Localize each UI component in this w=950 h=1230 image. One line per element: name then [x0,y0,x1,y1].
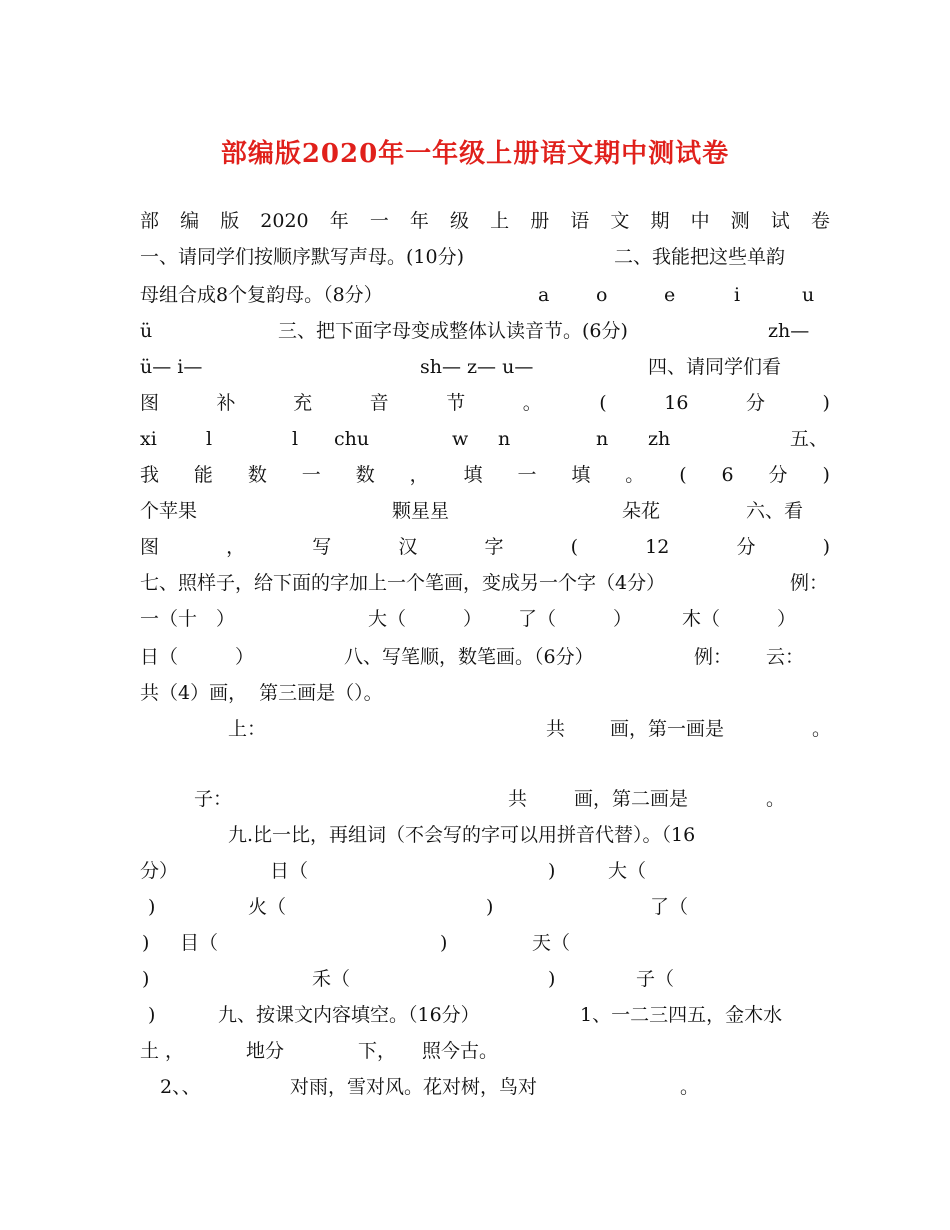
q9a-he-close: ) [548,968,556,990]
q8-example-text: 共（4）画， 第三画是（）。 [140,682,383,704]
q9a-tian-open: 天（ [532,932,571,954]
q6-char-1: ， [226,536,246,558]
q5-char-9: 。 [625,464,645,486]
vowel-o: o [596,284,608,306]
header-char-7: 级 [450,210,470,232]
q4-row [140,388,830,418]
q5-char-8: 填 [571,464,591,486]
question-2-start: 二、我能把这些单韵 [614,246,786,268]
q9a-le-open: 了（ [650,896,689,918]
question-4-start: 四、请同学们看 [648,356,782,378]
q9a-he-open: 禾（ [312,968,351,990]
q8-item-2-total: 共 [508,788,528,810]
q3-item-1: zh— [768,320,810,342]
header-char-16: 卷 [810,210,830,232]
q5-char-6: 填 [463,464,483,486]
q9b-line-1: 1、一二三四五，金木水 [580,1004,783,1026]
question-9a: 九.比一比，再组词（不会写的字可以用拼音代替）。（16 [228,824,696,846]
q7-item-2: 大（ ） [368,608,483,630]
q9b-line2-c: 下， [358,1040,397,1062]
header-row [140,206,830,236]
q4-char-5: 。 [522,392,542,414]
q6-char-3: 汉 [398,536,418,558]
q8-example-label: 例： [694,646,733,668]
q8-item-2-end: 。 [766,788,786,810]
q4-char-4: 节 [446,392,466,414]
q9b-line2-d: 照今古。 [422,1040,499,1062]
q7-item-4: 木（ ） [682,608,797,630]
header-char-13: 中 [690,210,710,232]
header-char-11: 文 [610,210,630,232]
q3-item-2: ü— i— [140,356,203,378]
q4-char-0: 图 [140,392,160,414]
q7-item-3: 了（ ） [518,608,633,630]
q6-char-8: ) [822,536,830,558]
q9a-ri-close: ) [548,860,556,882]
q4-char-7: 16 [664,392,689,414]
header-char-0: 部 [140,210,160,232]
question-9a-cont: 分） [140,860,179,882]
question-1: 一、请同学们按顺序默写声母。(10分) [140,246,465,268]
page-title: 部编版2020年一年级上册语文期中测试卷 [220,139,730,169]
q9b-line2-b: 地分 [246,1040,285,1062]
header-char-5: 一 [369,210,389,232]
q5-row [140,460,830,490]
q5-char-1: 能 [193,464,213,486]
header-char-10: 语 [570,210,590,232]
header-char-3: 2020 [260,210,309,232]
q5-item-star: 颗星星 [392,500,450,522]
syllable-w: w [452,428,469,450]
q4-char-1: 补 [216,392,236,414]
q9a-huo-close: ) [486,896,494,918]
q9a-huo-open: 火（ [248,896,287,918]
q9a-le-close: ) [142,932,150,954]
syllable-xi: xi [140,428,157,450]
q9a-tian-close: ) [142,968,150,990]
q6-char-6: 12 [645,536,670,558]
vowel-e: e [664,284,676,306]
vowel-u-umlaut: ü [140,320,153,342]
question-8: 八、写笔顺，数笔画。（6分） [344,646,594,668]
q8-item-1-rest: 画，第一画是 [610,718,725,740]
header-char-8: 上 [490,210,510,232]
q7-item-1: 一（十 ） [140,608,236,630]
q6-char-2: 写 [312,536,332,558]
header-char-1: 编 [180,210,200,232]
q5-char-5: ， [409,464,429,486]
q8-item-1-total: 共 [546,718,566,740]
q9a-zi-open: 子（ [636,968,675,990]
vowel-a: a [538,284,550,306]
q8-item-2-rest: 画，第二画是 [574,788,689,810]
q4-char-9: ) [822,392,830,414]
q4-char-8: 分 [745,392,765,414]
q4-char-3: 音 [369,392,389,414]
question-9b: 九、按课文内容填空。（16分） [218,1004,480,1026]
q9a-mu-close: ) [440,932,448,954]
question-3: 三、把下面字母变成整体认读音节。(6分) [278,320,628,342]
q5-char-7: 一 [517,464,537,486]
header-char-6: 年 [409,210,429,232]
q4-char-6: ( [599,392,607,414]
q9a-ri-open: 日（ [270,860,309,882]
header-char-9: 册 [530,210,550,232]
q6-char-5: ( [570,536,579,558]
q6-row [140,532,830,562]
q8-item-2-char: 子： [194,788,233,810]
q7-item-5: 日（ ） [140,646,255,668]
vowel-u: u [802,284,815,306]
q5-char-10: ( [679,464,687,486]
q6-char-7: 分 [736,536,756,558]
syllable-l2: l [292,428,299,450]
syllable-n2: n [596,428,609,450]
q9a-da-open: 大（ [608,860,647,882]
q5-char-3: 一 [301,464,321,486]
q9b-line3-b: 对雨，雪对风。花对树，鸟对 [290,1076,538,1098]
q4-char-2: 充 [293,392,313,414]
q5-item-apple: 个苹果 [140,500,198,522]
q5-char-4: 数 [355,464,375,486]
q9a-da-close: ) [148,896,156,918]
q5-char-13: ) [822,464,830,486]
header-char-14: 测 [730,210,750,232]
q5-char-0: 我 [140,464,160,486]
q9a-zi-close: ) [148,1004,156,1026]
question-7: 七、照样子，给下面的字加上一个笔画，变成另一个字（4分） [140,572,666,594]
q6-char-4: 字 [484,536,504,558]
vowel-i: i [734,284,741,306]
syllable-n1: n [498,428,511,450]
question-5-start: 五、 [790,428,829,450]
q9b-line2-a: 土 ， [140,1040,185,1062]
q3-item-3: sh— z— u— [420,356,534,378]
q6-char-0: 图 [140,536,160,558]
q8-item-1-char: 上： [228,718,267,740]
q5-item-flower: 朵花 [622,500,661,522]
header-char-2: 版 [220,210,240,232]
header-char-15: 试 [770,210,790,232]
q8-item-1-end: 。 [812,718,832,740]
syllable-chu: chu [334,428,370,450]
syllable-zh: zh [648,428,671,450]
q8-example-char: 云： [766,646,805,668]
question-2-cont: 母组合成8个复韵母。（8分） [140,284,383,306]
q7-example-label: 例： [790,572,829,594]
q5-char-11: 6 [721,464,734,486]
syllable-l1: l [206,428,213,450]
header-char-12: 期 [650,210,670,232]
q9a-mu-open: 目（ [180,932,219,954]
q9b-line3-c: 。 [680,1076,700,1098]
q9b-line3-a: 2、、 [160,1076,201,1098]
header-char-4: 年 [329,210,349,232]
q5-char-12: 分 [768,464,788,486]
question-6-start: 六、看 [746,500,804,522]
q5-char-2: 数 [247,464,267,486]
